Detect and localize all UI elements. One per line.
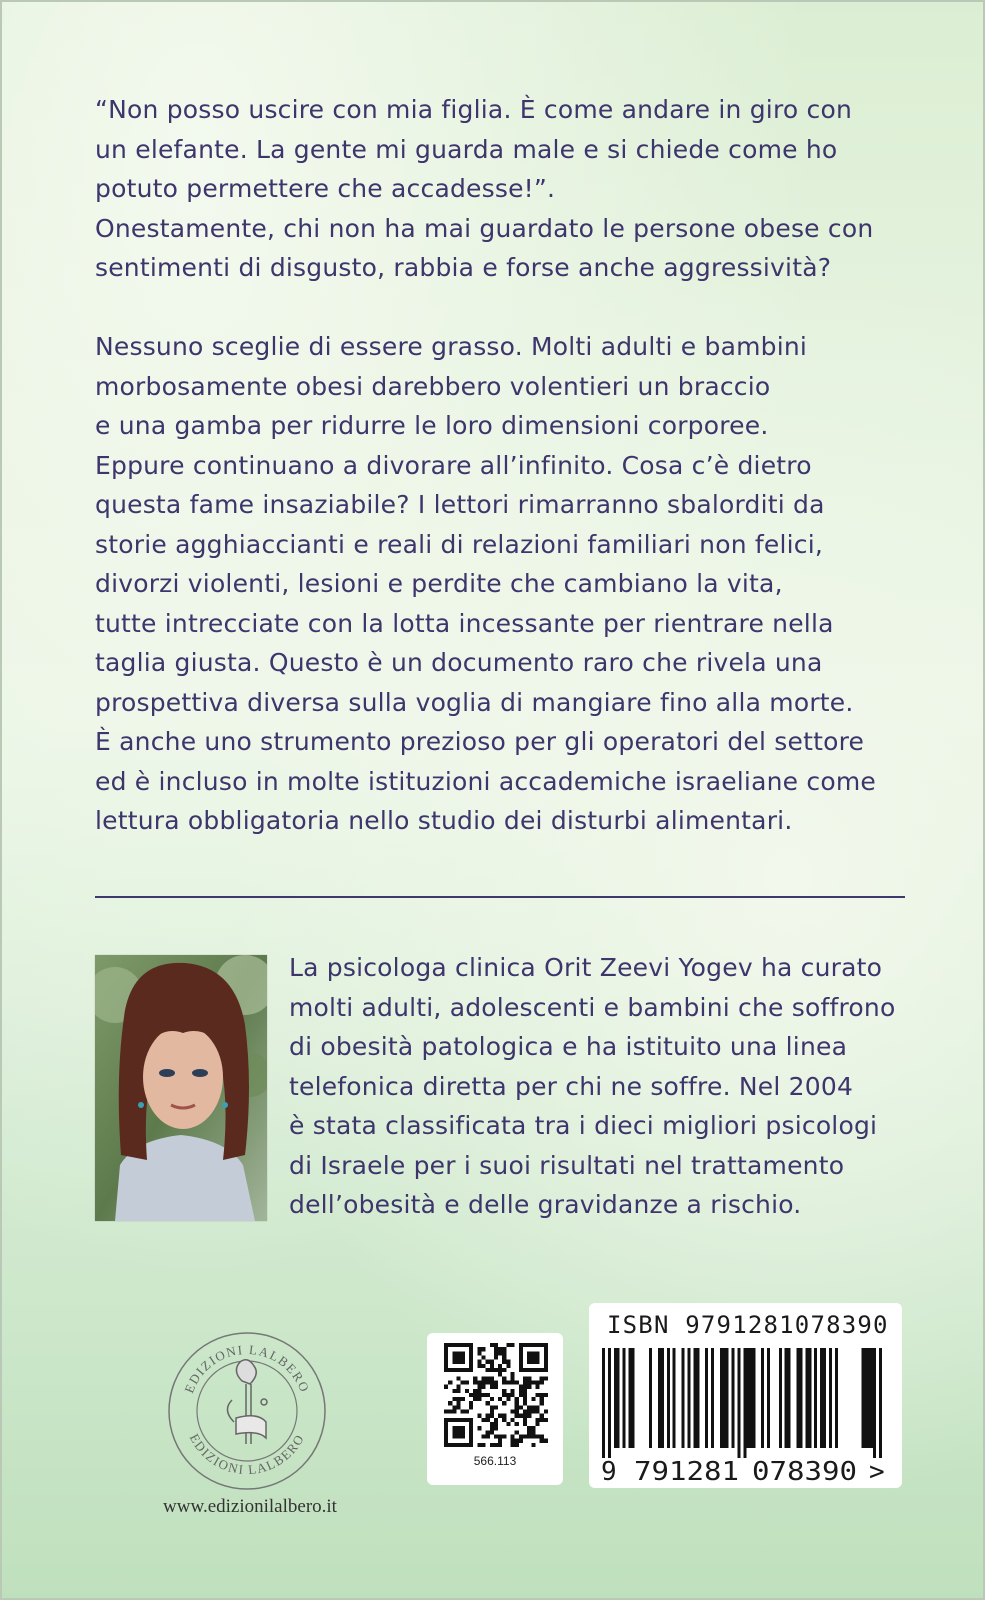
- bio-line: molti adulti, adolescenti e bambini che soffrono: [289, 992, 896, 1022]
- isbn-label: ISBN 9791281078390: [607, 1311, 889, 1339]
- tree-book-icon: [227, 1360, 267, 1444]
- bio-line: La psicologa clinica Orit Zeevi Yogev ha curato: [289, 953, 883, 982]
- quote-line: sentimenti di disgusto, rabbia e forse anche aggressività?: [95, 253, 832, 282]
- bio-line: di Israele per i suoi risultati nel trattamento: [289, 1150, 845, 1180]
- bio-line: di obesità patologica e ha istituito una linea: [289, 1032, 848, 1061]
- section-divider: [95, 896, 905, 898]
- barcode-digits: [589, 1303, 902, 1488]
- bio-line: telefonica diretta per chi ne soffre. Nel 2004: [289, 1071, 854, 1101]
- description-line: taglia giusta. Questo è un documento raro che rivela una: [95, 648, 823, 677]
- qr-code-panel: [427, 1333, 563, 1485]
- barcode-group-2: 078390: [752, 1457, 857, 1487]
- barcode-end-marker: >: [869, 1457, 885, 1487]
- description-line: lettura obbligatoria nello studio dei disturbi alimentari.: [95, 806, 793, 835]
- quote-line: “Non posso uscire con mia figlia. È come andare in giro con: [95, 95, 853, 124]
- description-line: storie agghiaccianti e reali di relazioni familiari non felici,: [95, 529, 824, 559]
- quote-line: potuto permettere che accadesse!”.: [95, 174, 556, 203]
- description-line: È anche uno strumento prezioso per gli operatori del settore: [95, 727, 865, 756]
- barcode-lead-digit: 9: [601, 1457, 617, 1487]
- description-line: morbosamente obesi darebbero volentieri un braccio: [95, 371, 771, 401]
- description-line: e una gamba per ridurre le loro dimensioni corporee.: [95, 411, 769, 440]
- isbn-barcode-panel: [589, 1303, 902, 1488]
- logo-text-top: EDIZIONI LALBERO: [181, 1341, 313, 1396]
- description-line: Eppure continuano a divorare all’infinito. Cosa c’è dietro: [95, 450, 812, 480]
- description-line: ed è incluso in molte istituzioni accademiche israeliane come: [95, 766, 876, 796]
- bio-line: dell’obesità e delle gravidanze a rischio.: [289, 1190, 802, 1219]
- publisher-website[interactable]: www.edizionilalbero.it: [163, 1496, 337, 1517]
- qr-number: 566.113: [473, 1454, 517, 1468]
- description-line: prospettiva diversa sulla voglia di mangiare fino alla morte.: [95, 687, 854, 717]
- description-paragraph: [95, 327, 905, 841]
- quote-line: Onestamente, chi non ha mai guardato le persone obese con: [95, 213, 874, 243]
- qr-code: [444, 1343, 548, 1447]
- publisher-logo: [162, 1326, 332, 1496]
- logo-text-bottom: EDIZIONI LALBERO: [186, 1431, 308, 1478]
- author-bio: [289, 948, 903, 1225]
- description-line: Nessuno sceglie di essere grasso. Molti adulti e bambini: [95, 332, 808, 361]
- quote-line: un elefante. La gente mi guarda male e si chiede come ho: [95, 134, 838, 164]
- description-line: tutte intrecciate con la lotta incessante per rientrare nella: [95, 608, 834, 638]
- description-line: questa fame insaziabile? I lettori rimarranno sbalorditi da: [95, 490, 825, 519]
- description-line: divorzi violenti, lesioni e perdite che cambiano la vita,: [95, 569, 783, 598]
- barcode-group-1: 791281: [634, 1457, 739, 1487]
- quote-paragraph: [95, 90, 905, 288]
- bio-line: è stata classificata tra i dieci migliori psicologi: [289, 1111, 878, 1140]
- author-photo: [95, 955, 267, 1221]
